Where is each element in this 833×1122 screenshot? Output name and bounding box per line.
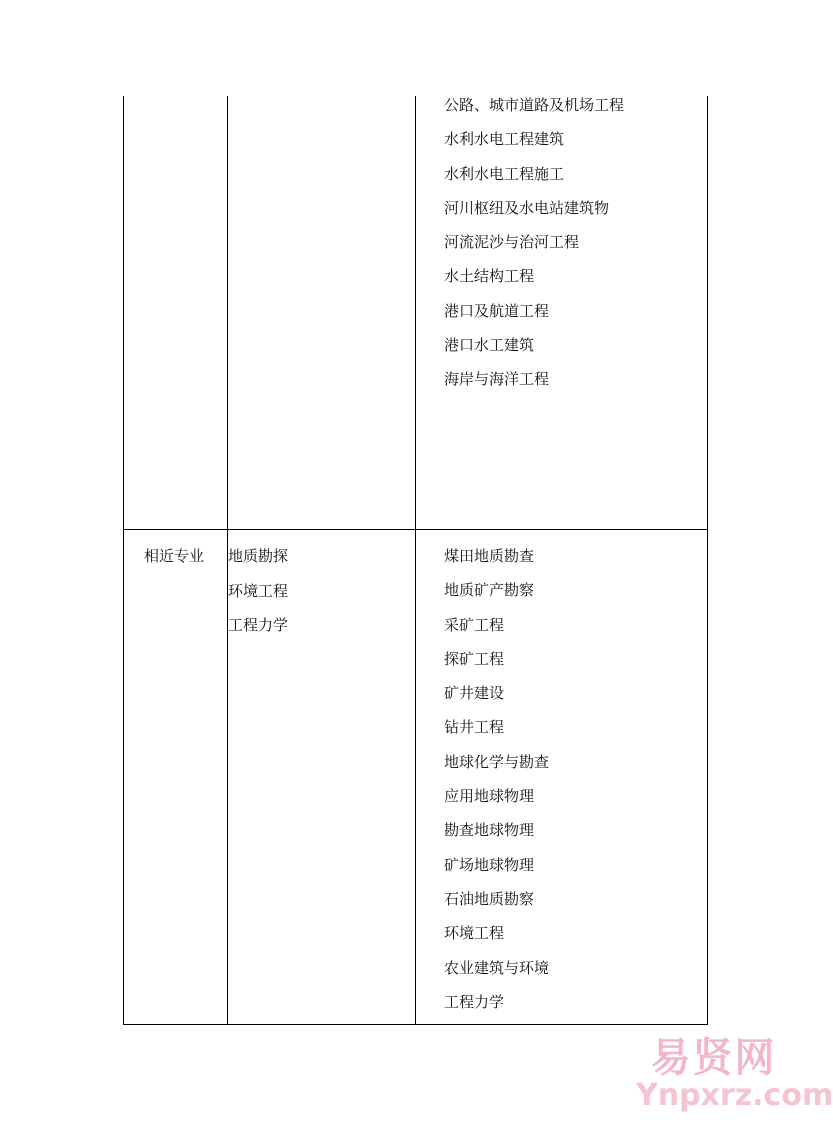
list-item: 工程力学 xyxy=(444,992,505,1011)
list-item: 水利水电工程建筑 xyxy=(444,130,565,149)
list-item: 勘查地球物理 xyxy=(444,821,535,840)
list-item: 钻井工程 xyxy=(444,718,505,737)
top-row-major-list xyxy=(444,95,624,404)
site-watermark xyxy=(636,1035,833,1116)
table-border-right xyxy=(707,96,708,1025)
list-item: 矿井建设 xyxy=(444,684,505,703)
watermark-cn-text: 易贤网 xyxy=(650,1035,777,1081)
list-item: 河流泥沙与治河工程 xyxy=(444,233,580,252)
list-item: 地质矿产勘察 xyxy=(444,581,535,600)
list-item: 采矿工程 xyxy=(444,615,505,634)
list-item: 矿场地球物理 xyxy=(444,855,535,874)
list-item: 水土结构工程 xyxy=(444,267,535,286)
list-item: 探矿工程 xyxy=(444,649,505,668)
table-row-separator xyxy=(123,529,708,530)
list-item: 农业建筑与环境 xyxy=(444,958,550,977)
list-item: 公路、城市道路及机场工程 xyxy=(444,96,625,114)
related-discipline-list xyxy=(228,546,288,650)
watermark-en-text: Ynpxrz.com xyxy=(636,1078,833,1113)
list-item: 地质勘探 xyxy=(228,547,289,565)
list-item: 环境工程 xyxy=(444,924,505,943)
related-major-list xyxy=(444,546,549,1026)
list-item: 港口及航道工程 xyxy=(444,301,550,320)
list-item: 工程力学 xyxy=(228,616,289,634)
list-item: 环境工程 xyxy=(228,581,289,600)
table-border-left xyxy=(123,96,124,1025)
list-item: 河川枢纽及水电站建筑物 xyxy=(444,198,610,217)
list-item: 石油地质勘察 xyxy=(444,889,535,908)
list-item: 地球化学与勘查 xyxy=(444,752,550,771)
list-item: 港口水工建筑 xyxy=(444,336,535,355)
table-divider-col3 xyxy=(415,96,416,1025)
category-label: 相近专业 xyxy=(144,547,205,565)
list-item: 水利水电工程施工 xyxy=(444,164,565,183)
table-border-bottom xyxy=(123,1024,708,1025)
list-item: 煤田地质勘查 xyxy=(444,547,535,565)
list-item: 海岸与海洋工程 xyxy=(444,370,550,389)
list-item: 应用地球物理 xyxy=(444,787,535,806)
